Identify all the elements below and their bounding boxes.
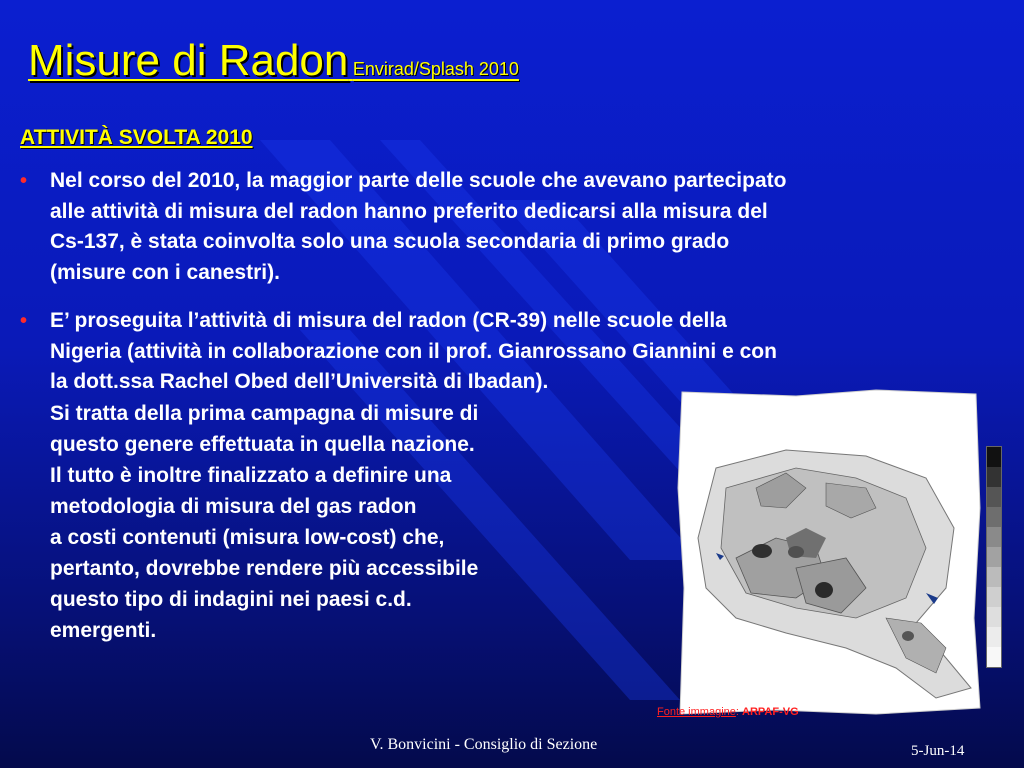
continuation-line: Si tratta della prima campagna di misure di	[50, 402, 479, 425]
continuation-line: a costi contenuti (misura low-cost) che,	[50, 526, 445, 549]
radon-contour-map-image	[676, 388, 982, 718]
continuation-line: pertanto, dovrebbe rendere più accessibile	[50, 557, 479, 580]
title-main: Misure di Radon	[28, 36, 349, 85]
bullet-1-line: Cs-137, è stata coinvolta solo una scuola secondaria di primo grado	[50, 230, 730, 253]
bullet-2-text	[50, 306, 777, 398]
image-source-name: ARPAF-VG	[742, 706, 799, 718]
footer-author: V. Bonvicini - Consiglio di Sezione	[370, 736, 598, 753]
bullet-1-line: (misure con i canestri).	[50, 260, 280, 284]
caption-separator: :	[735, 706, 742, 718]
bullet-2-line: Nigeria (attività in collaborazione con il prof. Gianrossano Giannini e con	[50, 339, 777, 363]
footer-date: 5-Jun-14	[911, 743, 965, 759]
bullet-2-line: E’ proseguita l’attività di misura del radon (CR-39) nelle scuole della	[50, 309, 727, 332]
bullet-1-line: Nel corso del 2010, la maggior parte delle scuole che avevano partecipato	[50, 169, 787, 192]
bullet-dot-icon: •	[20, 310, 28, 332]
contour-map-drawing	[676, 388, 982, 718]
title-subtitle: Envirad/Splash 2010	[352, 59, 519, 79]
bullet-2-continuation	[50, 398, 478, 646]
slide-title	[28, 36, 519, 86]
map-legend-scale	[986, 446, 1002, 668]
continuation-line: emergenti.	[50, 619, 157, 642]
bullet-dot-icon: •	[20, 170, 28, 192]
continuation-line: questo genere effettuata in quella nazione.	[50, 433, 475, 456]
bullet-2-line: la dott.ssa Rachel Obed dell’Università di Ibadan).	[50, 370, 549, 393]
continuation-line: Il tutto è inoltre finalizzato a definire una	[50, 464, 452, 487]
continuation-line: questo tipo di indagini nei paesi c.d.	[50, 588, 412, 611]
section-heading: ATTIVITÀ SVOLTA 2010	[20, 126, 253, 149]
image-source-caption	[657, 706, 799, 718]
bullet-1-line: alle attività di misura del radon hanno preferito dedicarsi alla misura del	[50, 199, 768, 223]
image-source-link[interactable]: Fonte immagine	[657, 706, 736, 718]
bullet-1-text	[50, 166, 786, 288]
continuation-line: metodologia di misura del gas radon	[50, 495, 417, 518]
